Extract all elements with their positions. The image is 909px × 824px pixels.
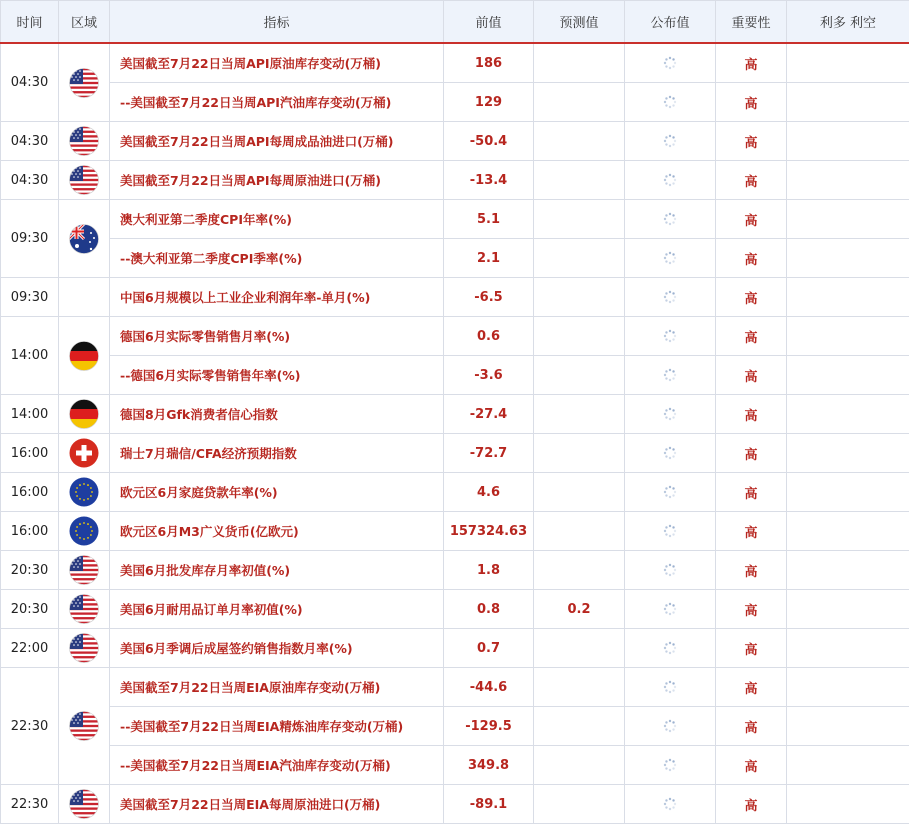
us-flag-icon: [69, 594, 99, 624]
forecast-value: [534, 434, 625, 473]
actual-value: [625, 746, 716, 785]
table-row: [1, 785, 909, 824]
indicator-link[interactable]: 美国截至7月22日当周API原油库存变动(万桶): [110, 43, 444, 83]
actual-value: [625, 512, 716, 551]
us-flag-icon: [69, 165, 99, 195]
header-forecast: 预测值: [534, 1, 625, 44]
impact-cell: [787, 356, 909, 395]
loading-spinner-icon: [663, 56, 677, 70]
previous-value: -27.4: [444, 395, 534, 434]
indicator-link[interactable]: --德国6月实际零售销售年率(%): [110, 356, 444, 395]
table-row: [1, 707, 909, 746]
loading-spinner-icon: [663, 602, 677, 616]
impact-cell: [787, 785, 909, 824]
event-time: 14:00: [1, 317, 59, 395]
actual-value: [625, 785, 716, 824]
table-row: [1, 83, 909, 122]
header-indicator: 指标: [110, 1, 444, 44]
loading-spinner-icon: [663, 407, 677, 421]
actual-value: [625, 473, 716, 512]
impact-cell: [787, 746, 909, 785]
event-time: 22:30: [1, 668, 59, 785]
us-flag-icon: [69, 126, 99, 156]
loading-spinner-icon: [663, 797, 677, 811]
forecast-value: [534, 239, 625, 278]
forecast-value: 0.2: [534, 590, 625, 629]
region-cell: [59, 668, 110, 785]
table-row: [1, 278, 909, 317]
forecast-value: [534, 551, 625, 590]
loading-spinner-icon: [663, 719, 677, 733]
forecast-value: [534, 161, 625, 200]
forecast-value: [534, 746, 625, 785]
previous-value: -6.5: [444, 278, 534, 317]
previous-value: 0.8: [444, 590, 534, 629]
event-time: 04:30: [1, 43, 59, 122]
loading-spinner-icon: [663, 641, 677, 655]
previous-value: 129: [444, 83, 534, 122]
impact-cell: [787, 239, 909, 278]
indicator-link[interactable]: 德国8月Gfk消费者信心指数: [110, 395, 444, 434]
table-header-row: [1, 1, 909, 44]
region-cell: [59, 785, 110, 824]
actual-value: [625, 317, 716, 356]
indicator-link[interactable]: 美国截至7月22日当周EIA原油库存变动(万桶): [110, 668, 444, 707]
region-cell: [59, 434, 110, 473]
event-time: 14:00: [1, 395, 59, 434]
indicator-link[interactable]: 美国6月批发库存月率初值(%): [110, 551, 444, 590]
importance-value: 高: [716, 551, 787, 590]
impact-cell: [787, 278, 909, 317]
forecast-value: [534, 356, 625, 395]
event-time: 16:00: [1, 512, 59, 551]
event-time: 09:30: [1, 200, 59, 278]
region-cell: [59, 551, 110, 590]
header-time: 时间: [1, 1, 59, 44]
impact-cell: [787, 629, 909, 668]
region-cell: [59, 473, 110, 512]
actual-value: [625, 122, 716, 161]
loading-spinner-icon: [663, 329, 677, 343]
previous-value: 186: [444, 43, 534, 83]
indicator-link[interactable]: 德国6月实际零售销售月率(%): [110, 317, 444, 356]
impact-cell: [787, 317, 909, 356]
event-time: 16:00: [1, 473, 59, 512]
table-row: [1, 43, 909, 83]
previous-value: -72.7: [444, 434, 534, 473]
us-flag-icon: [69, 555, 99, 585]
importance-value: 高: [716, 122, 787, 161]
region-cell: [59, 629, 110, 668]
importance-value: 高: [716, 746, 787, 785]
actual-value: [625, 434, 716, 473]
header-region: 区域: [59, 1, 110, 44]
eu-flag-icon: [69, 477, 99, 507]
forecast-value: [534, 278, 625, 317]
event-time: 04:30: [1, 161, 59, 200]
indicator-link[interactable]: 中国6月规模以上工业企业利润年率-单月(%): [110, 278, 444, 317]
header-importance: 重要性: [716, 1, 787, 44]
importance-value: 高: [716, 317, 787, 356]
loading-spinner-icon: [663, 95, 677, 109]
header-actual: 公布值: [625, 1, 716, 44]
forecast-value: [534, 43, 625, 83]
forecast-value: [534, 200, 625, 239]
forecast-value: [534, 707, 625, 746]
previous-value: 0.7: [444, 629, 534, 668]
actual-value: [625, 590, 716, 629]
forecast-value: [534, 785, 625, 824]
loading-spinner-icon: [663, 524, 677, 538]
actual-value: [625, 200, 716, 239]
indicator-link[interactable]: 澳大利亚第二季度CPI年率(%): [110, 200, 444, 239]
actual-value: [625, 278, 716, 317]
forecast-value: [534, 512, 625, 551]
impact-cell: [787, 668, 909, 707]
table-row: [1, 161, 909, 200]
loading-spinner-icon: [663, 446, 677, 460]
actual-value: [625, 668, 716, 707]
importance-value: 高: [716, 83, 787, 122]
indicator-link[interactable]: 美国截至7月22日当周API每周成品油进口(万桶): [110, 122, 444, 161]
event-time: 04:30: [1, 122, 59, 161]
ch-flag-icon: [69, 438, 99, 468]
table-row: [1, 746, 909, 785]
region-cell: [59, 161, 110, 200]
previous-value: 2.1: [444, 239, 534, 278]
importance-value: 高: [716, 200, 787, 239]
table-row: [1, 512, 909, 551]
region-cell: [59, 512, 110, 551]
loading-spinner-icon: [663, 251, 677, 265]
forecast-value: [534, 83, 625, 122]
indicator-link[interactable]: 美国6月耐用品订单月率初值(%): [110, 590, 444, 629]
importance-value: 高: [716, 395, 787, 434]
importance-value: 高: [716, 629, 787, 668]
importance-value: 高: [716, 785, 787, 824]
impact-cell: [787, 200, 909, 239]
previous-value: -89.1: [444, 785, 534, 824]
table-row: [1, 629, 909, 668]
previous-value: 0.6: [444, 317, 534, 356]
loading-spinner-icon: [663, 290, 677, 304]
table-row: [1, 590, 909, 629]
event-time: 22:30: [1, 785, 59, 824]
impact-cell: [787, 590, 909, 629]
importance-value: 高: [716, 161, 787, 200]
region-cell: [59, 200, 110, 278]
impact-cell: [787, 434, 909, 473]
us-flag-icon: [69, 68, 99, 98]
previous-value: -44.6: [444, 668, 534, 707]
impact-cell: [787, 83, 909, 122]
loading-spinner-icon: [663, 485, 677, 499]
region-cell: [59, 43, 110, 122]
forecast-value: [534, 317, 625, 356]
importance-value: 高: [716, 278, 787, 317]
us-flag-icon: [69, 633, 99, 663]
event-time: 20:30: [1, 551, 59, 590]
actual-value: [625, 356, 716, 395]
region-cell: [59, 590, 110, 629]
loading-spinner-icon: [663, 368, 677, 382]
forecast-value: [534, 395, 625, 434]
forecast-value: [534, 122, 625, 161]
table-row: [1, 473, 909, 512]
table-row: [1, 668, 909, 707]
actual-value: [625, 43, 716, 83]
event-time: 09:30: [1, 278, 59, 317]
actual-value: [625, 239, 716, 278]
impact-cell: [787, 122, 909, 161]
loading-spinner-icon: [663, 212, 677, 226]
indicator-link[interactable]: 欧元区6月M3广义货币(亿欧元): [110, 512, 444, 551]
impact-cell: [787, 707, 909, 746]
previous-value: 1.8: [444, 551, 534, 590]
importance-value: 高: [716, 512, 787, 551]
event-time: 16:00: [1, 434, 59, 473]
previous-value: -3.6: [444, 356, 534, 395]
importance-value: 高: [716, 239, 787, 278]
impact-cell: [787, 161, 909, 200]
impact-cell: [787, 551, 909, 590]
region-cell: [59, 317, 110, 395]
table-row: [1, 122, 909, 161]
previous-value: 349.8: [444, 746, 534, 785]
table-row: [1, 395, 909, 434]
actual-value: [625, 395, 716, 434]
region-cell: [59, 395, 110, 434]
indicator-link[interactable]: 美国截至7月22日当周EIA每周原油进口(万桶): [110, 785, 444, 824]
indicator-link[interactable]: 美国6月季调后成屋签约销售指数月率(%): [110, 629, 444, 668]
table-row: [1, 239, 909, 278]
indicator-link[interactable]: 瑞士7月瑞信/CFA经济预期指数: [110, 434, 444, 473]
actual-value: [625, 707, 716, 746]
event-time: 22:00: [1, 629, 59, 668]
importance-value: 高: [716, 590, 787, 629]
indicator-link[interactable]: --澳大利亚第二季度CPI季率(%): [110, 239, 444, 278]
header-previous: 前值: [444, 1, 534, 44]
importance-value: 高: [716, 668, 787, 707]
previous-value: 157324.63: [444, 512, 534, 551]
indicator-link[interactable]: --美国截至7月22日当周API汽油库存变动(万桶): [110, 83, 444, 122]
forecast-value: [534, 629, 625, 668]
actual-value: [625, 83, 716, 122]
us-flag-icon: [69, 711, 99, 741]
previous-value: -13.4: [444, 161, 534, 200]
region-cell: [59, 278, 110, 317]
loading-spinner-icon: [663, 563, 677, 577]
importance-value: 高: [716, 434, 787, 473]
de-flag-icon: [69, 341, 99, 371]
impact-cell: [787, 395, 909, 434]
loading-spinner-icon: [663, 758, 677, 772]
previous-value: 4.6: [444, 473, 534, 512]
previous-value: 5.1: [444, 200, 534, 239]
actual-value: [625, 551, 716, 590]
actual-value: [625, 161, 716, 200]
event-time: 20:30: [1, 590, 59, 629]
actual-value: [625, 629, 716, 668]
impact-cell: [787, 43, 909, 83]
impact-cell: [787, 473, 909, 512]
indicator-link[interactable]: --美国截至7月22日当周EIA汽油库存变动(万桶): [110, 746, 444, 785]
importance-value: 高: [716, 473, 787, 512]
loading-spinner-icon: [663, 173, 677, 187]
forecast-value: [534, 668, 625, 707]
loading-spinner-icon: [663, 134, 677, 148]
table-row: [1, 434, 909, 473]
loading-spinner-icon: [663, 680, 677, 694]
de-flag-icon: [69, 399, 99, 429]
au-flag-icon: [69, 224, 99, 254]
table-row: [1, 356, 909, 395]
header-impact: 利多 利空: [787, 1, 909, 44]
importance-value: 高: [716, 356, 787, 395]
forecast-value: [534, 473, 625, 512]
indicator-link[interactable]: 欧元区6月家庭贷款年率(%): [110, 473, 444, 512]
eu-flag-icon: [69, 516, 99, 546]
indicator-link[interactable]: --美国截至7月22日当周EIA精炼油库存变动(万桶): [110, 707, 444, 746]
us-flag-icon: [69, 789, 99, 819]
importance-value: 高: [716, 43, 787, 83]
impact-cell: [787, 512, 909, 551]
importance-value: 高: [716, 707, 787, 746]
table-row: [1, 551, 909, 590]
previous-value: -50.4: [444, 122, 534, 161]
region-cell: [59, 122, 110, 161]
previous-value: -129.5: [444, 707, 534, 746]
indicator-link[interactable]: 美国截至7月22日当周API每周原油进口(万桶): [110, 161, 444, 200]
table-row: [1, 200, 909, 239]
table-row: [1, 317, 909, 356]
